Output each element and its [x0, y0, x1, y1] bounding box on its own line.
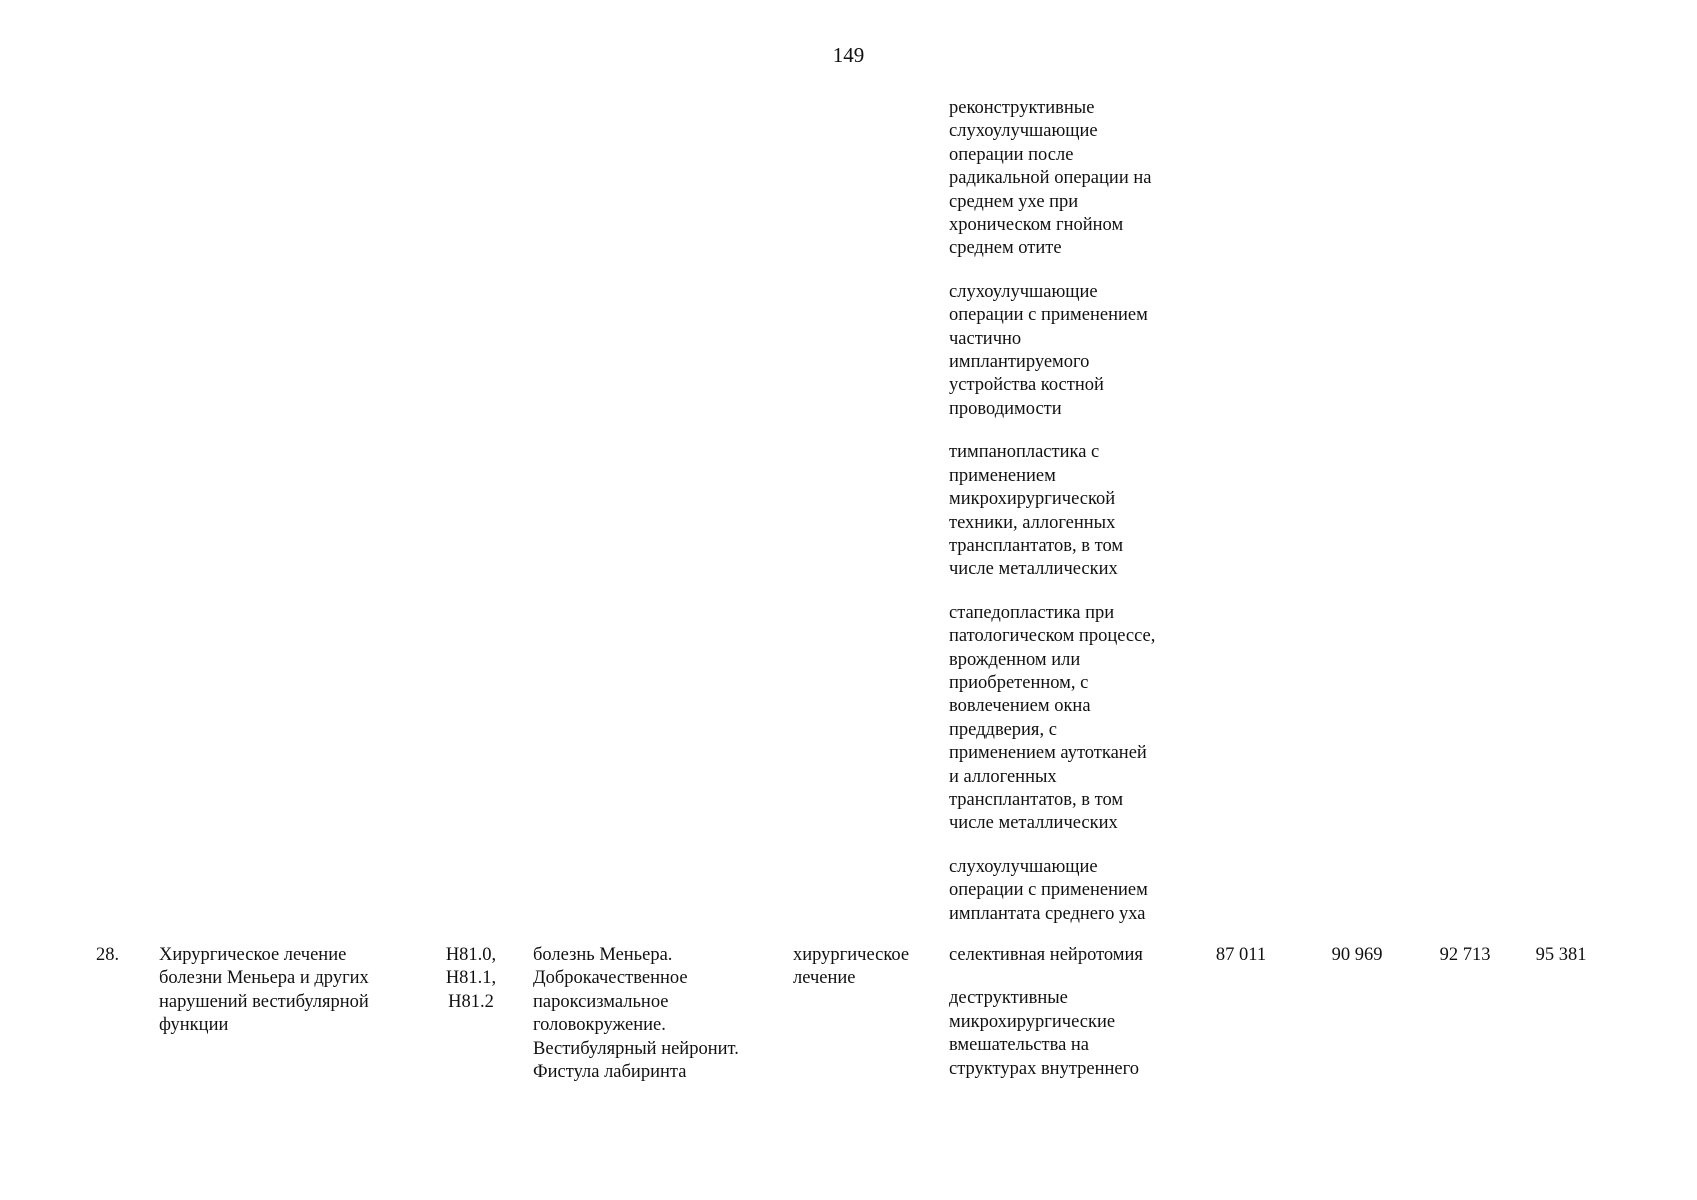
method-line: деструктивные: [949, 988, 1068, 1009]
method-block: [949, 441, 1179, 581]
icd-code: H81.1,: [445, 968, 497, 989]
patient-model-line: пароксизмальное: [533, 991, 669, 1012]
patient-model-line: болезнь Меньера.: [533, 945, 673, 965]
icd-code: H81.0,: [445, 945, 497, 965]
method-line: вовлечением окна: [949, 696, 1091, 717]
method-line: врожденном или: [949, 649, 1081, 670]
method-line: частично: [949, 328, 1022, 349]
procedure-name-line: функции: [159, 1015, 229, 1036]
procedure-name-line: болезни Меньера и других: [159, 968, 369, 989]
method-line: применением: [949, 465, 1056, 486]
method-block: [949, 987, 1179, 1081]
method-line: слухоулучшающие: [949, 121, 1098, 142]
method-line: слухоулучшающие: [949, 856, 1098, 877]
method-line: операции после: [949, 144, 1074, 165]
method-block: [949, 944, 1179, 967]
method-line: операции с применением: [949, 880, 1148, 901]
treatment-type: [793, 944, 933, 991]
patient-model-line: Доброкачественное: [533, 968, 688, 989]
method-line: селективная нейротомия: [949, 945, 1143, 965]
patient-model-line: головокружение.: [533, 1015, 666, 1036]
method-line: радикальной операции на: [949, 168, 1152, 189]
procedure-name-line: нарушений вестибулярной: [159, 991, 369, 1012]
continued-methods-column: [949, 97, 1179, 946]
patient-model: [533, 944, 773, 1084]
method-block: [949, 97, 1179, 261]
method-line: тимпанопластика с: [949, 442, 1100, 463]
method-line: проводимости: [949, 398, 1062, 419]
procedure-name: [159, 944, 399, 1038]
method-line: среднем ухе при: [949, 191, 1079, 212]
patient-model-line: Фистула лабиринта: [533, 1062, 687, 1083]
procedure-name-line: Хирургическое лечение: [159, 945, 347, 965]
method-line: трансплантатов, в том: [949, 535, 1124, 556]
treatment-methods: [949, 944, 1179, 1101]
treatment-type-line: хирургическое: [793, 945, 910, 965]
method-line: применением аутотканей: [949, 743, 1147, 764]
method-line: и аллогенных: [949, 766, 1057, 787]
method-line: имплантата среднего уха: [949, 903, 1146, 924]
method-line: приобретенном, с: [949, 672, 1089, 693]
treatment-type-line: лечение: [793, 968, 856, 989]
cost-value: 87 011: [1215, 945, 1267, 965]
method-line: среднем отите: [949, 238, 1062, 259]
method-line: слухоулучшающие: [949, 281, 1098, 302]
method-block: [949, 856, 1179, 926]
cost-value: 90 969: [1331, 945, 1383, 965]
method-line: вмешательства на: [949, 1035, 1090, 1056]
method-line: числе металлических: [949, 813, 1118, 834]
method-line: устройства костной: [949, 375, 1104, 396]
method-line: микрохирургические: [949, 1011, 1116, 1032]
method-line: стапедопластика при: [949, 602, 1115, 623]
method-line: преддверия, с: [949, 719, 1057, 740]
row-number: 28.: [96, 945, 120, 965]
icd-code: H81.2: [448, 991, 494, 1012]
method-line: числе металлических: [949, 559, 1118, 580]
method-line: имплантируемого: [949, 352, 1090, 373]
method-block: [949, 281, 1179, 421]
method-line: трансплантатов, в том: [949, 789, 1124, 810]
method-block: [949, 602, 1179, 836]
method-line: операции с применением: [949, 305, 1148, 326]
method-line: реконструктивные: [949, 98, 1095, 118]
cost-value: 95 381: [1535, 945, 1587, 965]
method-line: техники, аллогенных: [949, 512, 1116, 533]
method-line: структурах внутреннего: [949, 1058, 1139, 1079]
method-line: патологическом процессе,: [949, 626, 1156, 647]
page-number: 149: [832, 43, 865, 67]
method-line: хроническом гнойном: [949, 215, 1124, 236]
icd-codes: [436, 944, 506, 1014]
method-line: микрохирургической: [949, 489, 1116, 510]
cost-value: 92 713: [1439, 945, 1491, 965]
patient-model-line: Вестибулярный нейронит.: [533, 1038, 739, 1059]
